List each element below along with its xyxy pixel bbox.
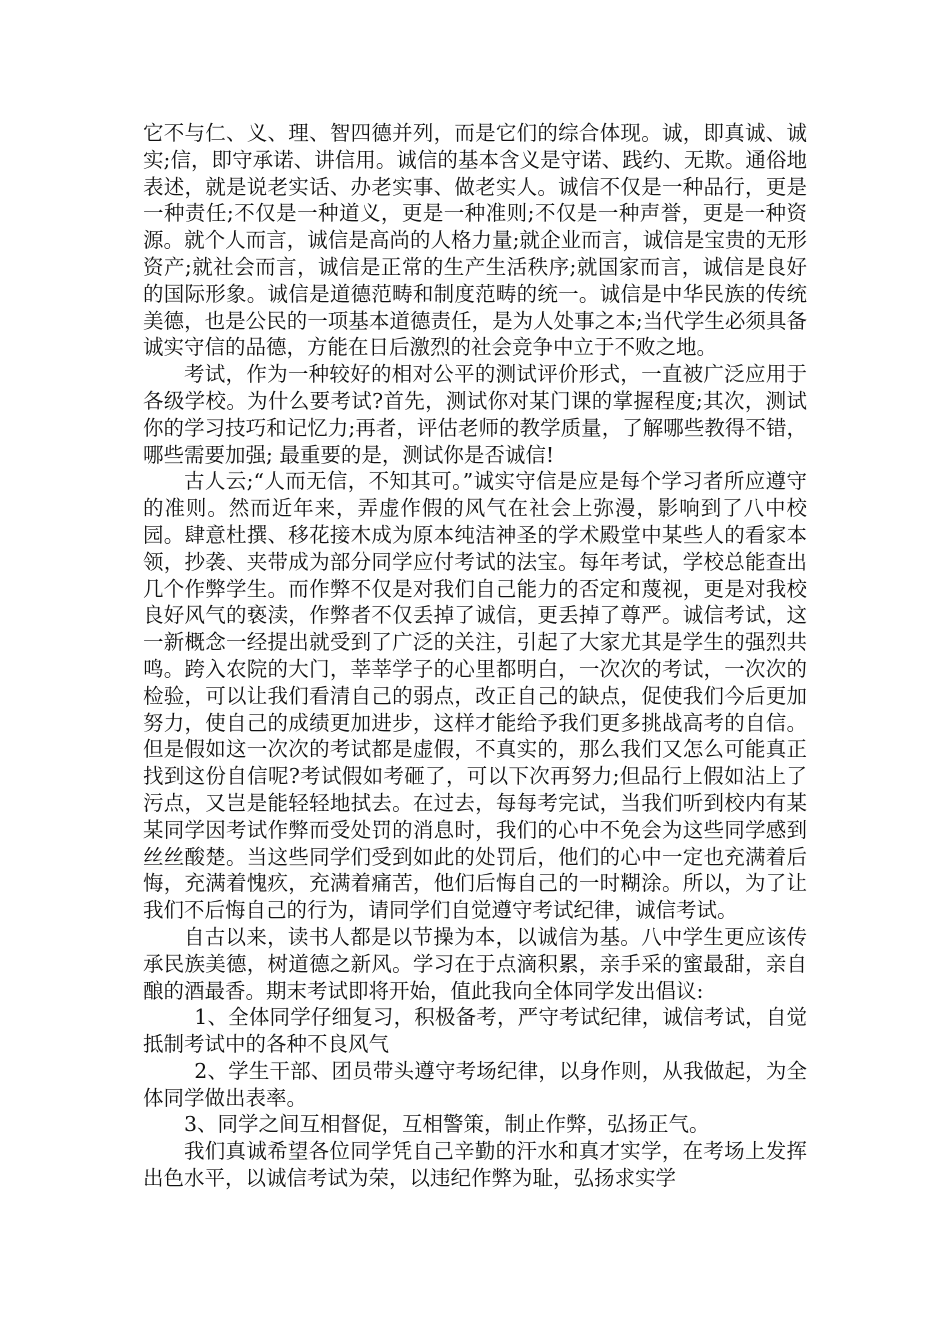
paragraph-closing: 我们真诚希望各位同学凭自己辛勤的汗水和真才实学，在考场上发挥出色水平，以诚信考试为荣，以违纪作弊为耻，弘扬求实学 — [143, 1139, 807, 1191]
paragraph-proposal-intro: 自古以来，读书人都是以节操为本，以诚信为基。八中学生更应该传承民族美德，树道德之新风。学习在于点滴积累，亲手采的蜜最甜，亲自酿的酒最香。期末考试即将开始，值此我向全体同学发出倡议: — [143, 924, 807, 1003]
paragraph-cheating-problem: 古人云;“人而无信，不知其可。”诚实守信是应是每个学习者所应遵守的准则。然而近年来，弄虚作假的风气在社会上弥漫，影响到了八中校园。肆意杜撰、移花接木成为原本纯洁神圣的学术殿堂中某些人的看家本领，抄袭、夹带成为部分同学应付考试的法宝。每年考试，学校总能查出几个作弊学生。而作弊不仅是对我们自己能力的否定和蔑视，更是对我校良好风气的亵渎，作弊者不仅丢掉了诚信，更丢掉了尊严。诚信考试，这一新概念一经提出就受到了广泛的关注，引起了大家尤其是学生的强烈共鸣。跨入农院的大门，莘莘学子的心里都明白，一次次的考试，一次次的检验，可以让我们看清自己的弱点，改正自己的缺点，促使我们今后更加努力，使自己的成绩更加进步，这样才能给予我们更多挑战高考的自信。但是假如这一次次的考试都是虚假，不真实的，那么我们又怎么可能真正找到这份自信呢?考试假如考砸了，可以下次再努力;但品行上假如沾上了污点，又岂是能轻轻地拭去。在过去，每每考完试，当我们听到校内有某某同学因考试作弊而受处罚的消息时，我们的心中不免会为这些同学感到丝丝酸楚。当这些同学们受到如此的处罚后，他们的心中一定也充满着后悔，充满着愧疚，充满着痛苦，他们后悔自己的一时糊涂。所以，为了让我们不后悔自己的行为，请同学们自觉遵守考试纪律，诚信考试。 — [143, 469, 807, 923]
proposal-item-2: 2、学生干部、团员带头遵守考场纪律，以身作则，从我做起，为全体同学做出表率。 — [143, 1058, 807, 1110]
proposal-item-3: 3、同学之间互相督促，互相警策，制止作弊，弘扬正气。 — [184, 1112, 710, 1137]
proposal-item-1: 1、全体同学仔细复习，积极备考，严守考试纪律，诚信考试，自觉抵制考试中的各种不良风气 — [143, 1005, 807, 1057]
document-body — [143, 120, 807, 1192]
paragraph-integrity-definition: 它不与仁、义、理、智四德并列，而是它们的综合体现。诚，即真诚、诚实;信，即守承诺、讲信用。诚信的基本含义是守诺、践约、无欺。通俗地表述，就是说老实话、办老实事、做老实人。诚信不仅是一种品行，更是一种责任;不仅是一种道义，更是一种准则;不仅是一种声誉，更是一种资源。就个人而言，诚信是高尚的人格力量;就企业而言，诚信是宝贵的无形资产;就社会而言，诚信是正常的生产生活秩序;就国家而言，诚信是良好的国际形象。诚信是道德范畴和制度范畴的统一。诚信是中华民族的传统美德，也是公民的一项基本道德责任，是为人处事之本;当代学生必须具备诚实守信的品德，方能在日后激烈的社会竞争中立于不败之地。 — [143, 121, 807, 360]
paragraph-exam-purpose: 考试，作为一种较好的相对公平的测试评价形式，一直被广泛应用于各级学校。为什么要考试?首先，测试你对某门课的掌握程度;其次，测试你的学习技巧和记忆力;再者，评估老师的教学质量，了解哪些教得不错，哪些需要加强; 最重要的是，测试你是否诚信! — [143, 362, 807, 467]
